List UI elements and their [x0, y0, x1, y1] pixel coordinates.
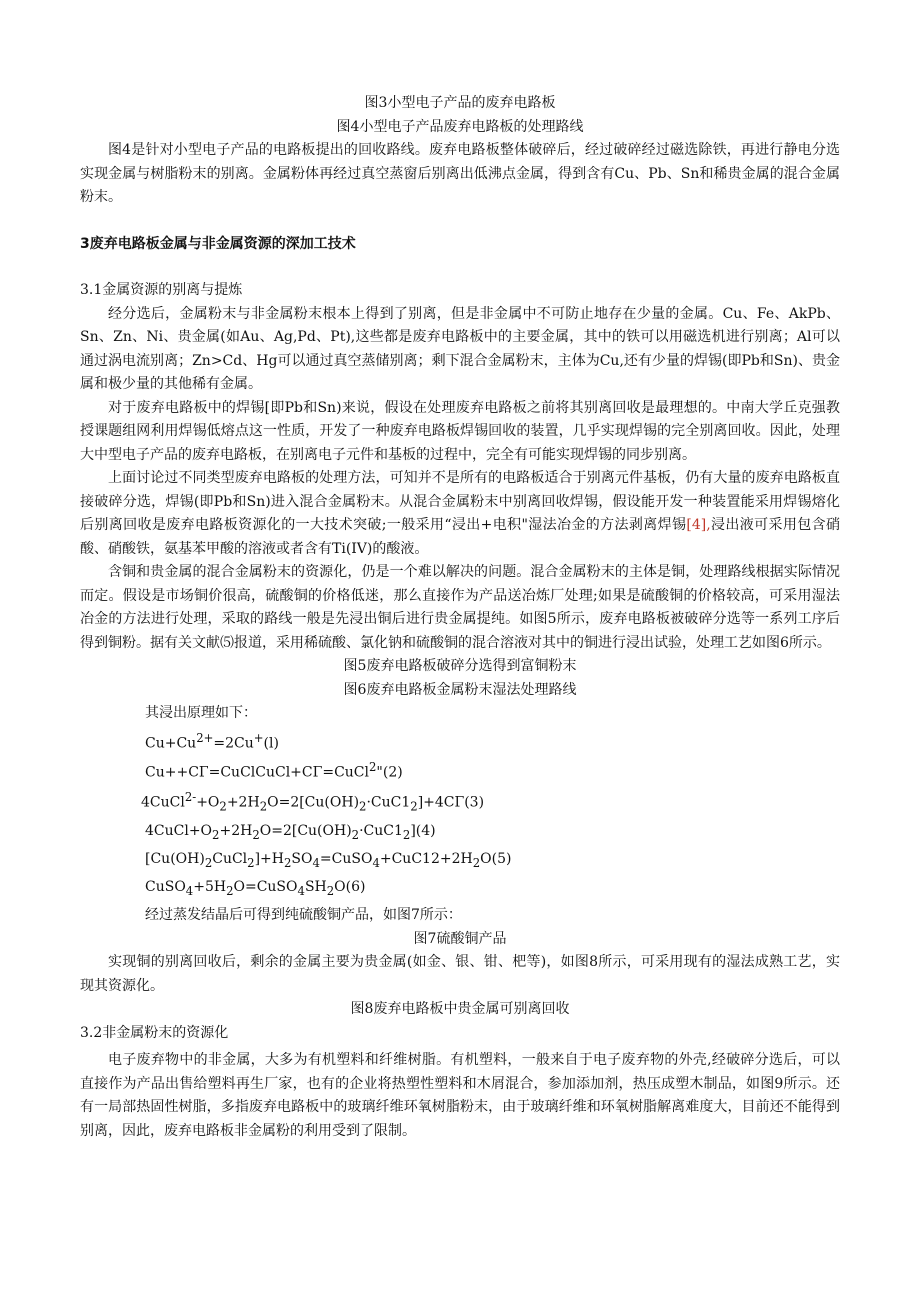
paragraph-metal-separation: 经分选后，金属粉末与非金属粉末根本上得到了别离，但是非金属中不可防止地存在少量的金属。Cu、Fe、AkPb、Sn、Zn、Ni、贵金属(如Au、Ag,Pd、Pt),这些都是废弃电路板中的主要金属，其中的铁可以用磁选机进行别离；Al可以通过涡电流别离；Zn>Cd、Hg可以通过真空蒸储别离；剩下混合金属粉末，主体为Cu,还有少量的焊锡(即Pb和Sn)、贵金属和极少量的其他稀有金属。	[80, 305, 840, 392]
figure-3-caption: 图3小型电子产品的废弃电路板	[364, 95, 556, 111]
paragraph-nonmetal-powder: 电子废弃物中的非金属，大多为有机塑料和纤维树脂。有机塑料，一般来自于电子废弃物的外壳,经破碎分选后，可以直接作为产品出售给塑料再生厂家，也有的企业将热塑性塑料和木屑混合，参加添加剂，热压成塑木制品，如图9所示。还有一局部热固性树脂，多指废弃电路板中的玻璃纤维环氧树脂粉末，由于玻璃纤维和环氧树脂解离难度大，目前还不能得到别离，因此，废弃电路板非金属粉的利用受到了限制。	[80, 1052, 840, 1139]
equation-list	[80, 726, 840, 928]
equation-5: $[Cu(OH)_2CuCl_2]+H_2SO_4=CuSO_4+CuC12+2H_2O(5)$	[145, 851, 512, 871]
paragraph-solder-leaching: 上面讨论过不同类型废弃电路板的处理方法，可知并不是所有的电路板适合于别离元件基板，仍有大量的废弃电路板直接破碎分选，焊锡(即Pb和Sn)进入混合金属粉末。从混合金属粉末中别离回收焊锡，假设能开发一种装置能采用焊锡熔化后别离回收是废弃电路板资源化的一大技术突破;一般采用“浸出+电积"湿法冶金的方法剥离焊锡[4],浸出液可采用包含硝酸、硝酸铁，氨基苯甲酸的溶液或者含有Ti(IV)的酸液。	[80, 470, 840, 557]
figure-6-caption: 图6废弃电路板金属粉末湿法处理路线	[343, 681, 577, 698]
figure-4-caption: 图4小型电子产品废弃电路板的处理路线	[336, 118, 584, 135]
reference-link[interactable]: [4],	[686, 517, 711, 533]
equation-6: $CuSO_4+5H_2O=CuSO_4SH_2O(6)$	[145, 879, 366, 899]
equation-1: $Cu+Cu^{2+}=2Cu^+(l)$	[145, 730, 279, 752]
leaching-intro: 其浸出原理如下：	[145, 705, 257, 721]
figure-4-description: 图4是针对小型电子产品的电路板提出的回收路线。废弃电路板整体破碎后，经过破碎经过磁选除铁，再进行静电分选实现金属与树脂粉末的别离。金属粉体再经过真空蒸窗后别离出低沸点金属，得到含有Cu、Pb、Sn和稀贵金属的混合金属粉末。	[80, 142, 840, 205]
document-page	[80, 92, 840, 1143]
equation-2: Cu++CΓ=CuClCuCl+CΓ=CuCl$^2$"(2)	[145, 760, 403, 782]
crystallization-note: 经过蒸发结晶后可得到纯硫酸铜产品，如图7所示：	[145, 907, 462, 924]
section-3-2-heading: 3.2非金属粉末的资源化	[80, 1024, 229, 1041]
paragraph-solder-recovery: 对于废弃电路板中的焊锡[即Pb和Sn)来说，假设在处理废弃电路板之前将其别离回收是最理想的。中南大学丘克强教授课题组网利用焊锡低熔点这一性质，开发了一种废弃电路板焊锡回收的装置，几乎实现焊锡的完全别离回收。因此，处理大中型电子产品的废弃电路板，在别离电子元件和基板的过程中，完全有可能实现焊锡的同步别离。	[80, 399, 840, 463]
paragraph-copper-powder: 含铜和贵金属的混合金属粉末的资源化，仍是一个难以解决的问题。混合金属粉末的主体是铜，处理路线根据实际情况而定。假设是市场铜价很高，硫酸铜的价格低迷，那么直接作为产品送冶炼厂处理;如果是硫酸铜的价格较高，可采用湿法冶金的方法进行处理，采取的路线一般是先浸出铜后进行贵金属提纯。如图5所示，废弃电路板被破碎分选等一系列工序后得到铜粉。据有关文献⑸报道，采用稀硫酸、氯化钠和硫酸铜的混合溶液对其中的铜进行浸出试验，处理工艺如图6所示。	[80, 564, 840, 651]
section-3-1-heading: 3.1金属资源的别离与提炼	[80, 282, 243, 298]
figure-8-caption: 图8废弃电路板中贵金属可别离回收	[350, 1001, 570, 1018]
equation-4: $4CuCl+O_2+2H_2O=2[Cu(OH)_2\cdot CuC1_2](4)$	[145, 823, 436, 842]
figure-7-caption: 图7硫酸铜产品	[413, 930, 507, 947]
figure-5-caption: 图5废弃电路板破碎分选得到富铜粉末	[343, 658, 577, 674]
paragraph-precious-metals: 实现铜的别离回收后，剩余的金属主要为贵金属(如金、银、钳、杷等)，如图8所示，可采用现有的湿法成熟工艺，实现其资源化。	[80, 954, 840, 994]
section-3-heading: 3废弃电路板金属与非金属资源的深加工技术	[80, 235, 356, 252]
equation-3: $4CuCl^{2-}+O_2+2H_2O=2[Cu(OH)_2\cdot CuC1_2]+4C\Gamma(3)$	[141, 790, 485, 814]
